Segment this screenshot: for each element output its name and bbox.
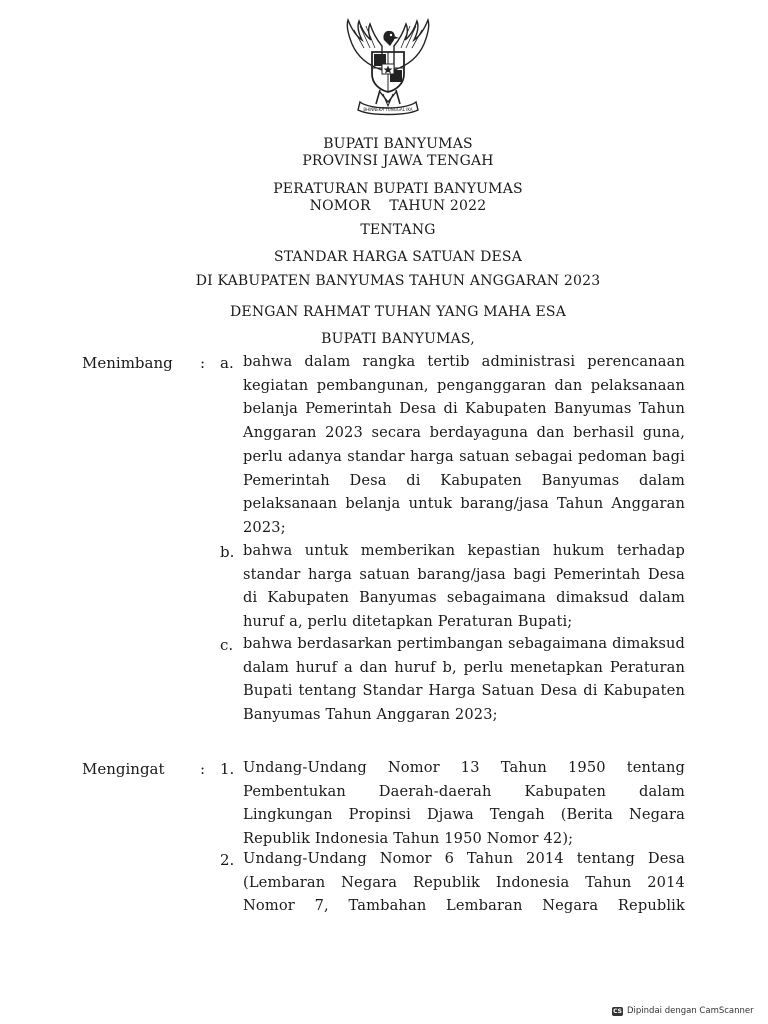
menimbang-colon: :: [200, 354, 206, 372]
tentang-heading: TENTANG: [360, 222, 436, 238]
menimbang-item-a: bahwa dalam rangka tertib administrasi perencanaan kegiatan pembangunan, penganggaran dan pelaksanaan belanja Pemerintah Desa di Kabupaten Banyumas Tahun Anggaran 2023 secara berdayaguna dan berhasil guna, perlu adanya standar harga satuan sebagai pedoman bagi Pemerintah Desa di Kabupaten Banyumas dalam pelaksanaan belanja untuk barang/jasa Tahun Anggaran 2023;: [243, 353, 685, 536]
camscanner-watermark: [612, 1003, 768, 1019]
item-marker: a.: [220, 354, 234, 372]
item-marker: c.: [220, 636, 234, 654]
garuda-pancasila-emblem: [330, 18, 446, 118]
svg-text:BHINNEKA TUNGGAL IKA: BHINNEKA TUNGGAL IKA: [363, 107, 413, 112]
regulation-title: PERATURAN BUPATI BANYUMAS: [273, 181, 523, 197]
mengingat-item-2: Undang-Undang Nomor 6 Tahun 2014 tentang Desa (Lembaran Negara Republik Indonesia Tahun 2014 Nomor 7, Tambahan Lembaran Negara Republik: [243, 850, 685, 915]
item-marker: 1.: [220, 760, 235, 778]
menimbang-item-b: bahwa untuk memberikan kepastian hukum terhadap standar harga satuan barang/jasa bagi Pemerintah Desa di Kabupaten Banyumas sebagaimana dimaksud dalam huruf a, perlu ditetapkan Peraturan Bupati;: [243, 542, 685, 631]
invocation: DENGAN RAHMAT TUHAN YANG MAHA ESA: [229, 304, 567, 320]
camscanner-text: Dipindai dengan CamScanner: [627, 1006, 754, 1016]
subject-line-1: STANDAR HARGA SATUAN DESA: [273, 249, 523, 265]
header-province: PROVINSI JAWA TENGAH: [302, 153, 494, 169]
subject-line-2: DI KABUPATEN BANYUMAS TAHUN ANGGARAN 2023: [195, 273, 601, 289]
regulation-number: NOMOR TAHUN 2022: [309, 198, 487, 214]
item-marker: 2.: [220, 851, 235, 869]
mengingat-item-1: Undang-Undang Nomor 13 Tahun 1950 tentang Pembentukan Daerah-daerah Kabupaten dalam Lingkungan Propinsi Djawa Tengah (Berita Negara Republik Indonesia Tahun 1950 Nomor 42);: [243, 759, 685, 848]
regent-signoff: BUPATI BANYUMAS,: [321, 331, 475, 347]
camscanner-icon: CS: [613, 1007, 622, 1015]
menimbang-label: Menimbang: [82, 354, 173, 372]
menimbang-item-c: bahwa berdasarkan pertimbangan sebagaimana dimaksud dalam huruf a dan huruf b, perlu menetapkan Peraturan Bupati tentang Standar Harga Satuan Desa di Kabupaten Banyumas Tahun Anggaran 2023;: [243, 635, 685, 724]
mengingat-label: Mengingat: [82, 760, 165, 778]
header-regent-title: BUPATI BANYUMAS: [323, 136, 473, 152]
item-marker: b.: [220, 543, 235, 561]
mengingat-colon: :: [200, 760, 206, 778]
